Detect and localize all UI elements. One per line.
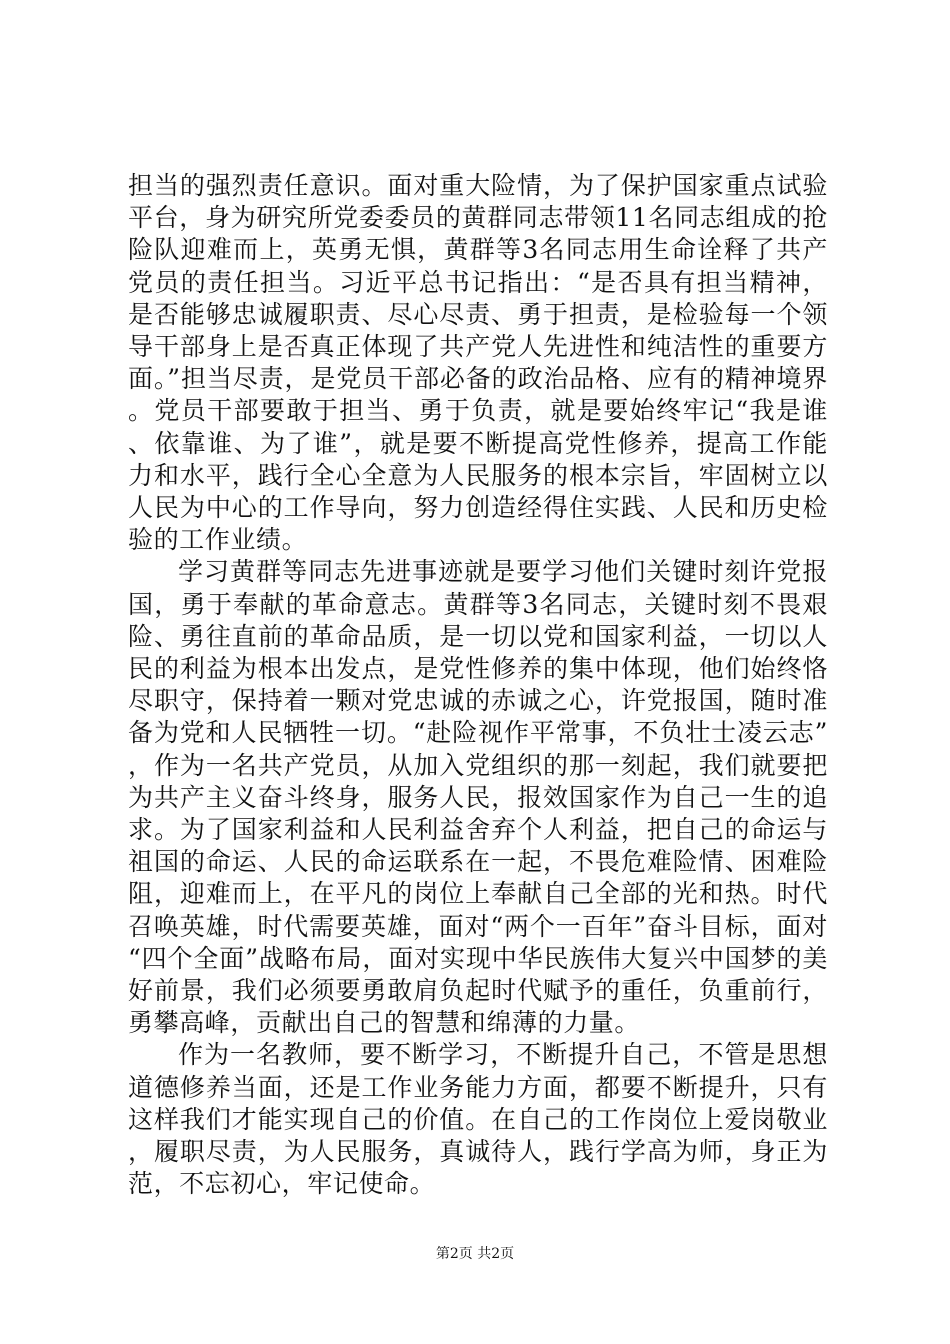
paragraph-1: 担当的强烈责任意识。面对重大险情，为了保护国家重点试验平台，身为研究所党委委员的黄群同志带领11名同志组成的抢险队迎难而上，英勇无惧，黄群等3名同志用生命诠释了共产党员的责任担当。习近平总书记指出：“是否具有担当精神，是否能够忠诚履职责、尽心尽责、勇于担责，是检验每一个领导干部身上是否真正体现了共产党人先进性和纯洁性的重要方面。”担当尽责，是党员干部必备的政治品格、应有的精神境界。党员干部要敢于担当、勇于负责，就是要始终牢记“我是谁、依靠谁、为了谁”，就是要不断提高党性修养，提高工作能力和水平，践行全心全意为人民服务的根本宗旨，牢固树立以人民为中心的工作导向，努力创造经得住实践、人民和历史检验的工作业绩。 (128, 171, 828, 555)
page-footer: 第2页 共2页 (435, 1246, 515, 1262)
paragraph-2: 学习黄群等同志先进事迹就是要学习他们关键时刻许党报国，勇于奉献的革命意志。黄群等3名同志，关键时刻不畏艰险、勇往直前的革命品质，是一切以党和国家利益，一切以人民的利益为根本出发点，是党性修养的集中体现，他们始终恪尽职守，保持着一颗对党忠诚的赤诚之心，许党报国，随时准备为党和人民牺牲一切。“赴险视作平常事，不负壮士凌云志”，作为一名共产党员，从加入党组织的那一刻起，我们就要把为共产主义奋斗终身，服务人民，报效国家作为自己一生的追求。为了国家利益和人民利益舍弃个人利益，把自己的命运与祖国的命运、人民的命运联系在一起，不畏危难险情、困难险阻，迎难而上，在平凡的岗位上奉献自己全部的光和热。时代召唤英雄，时代需要英雄，面对“两个一百年”奋斗目标，面对“四个全面”战略布局，面对实现中华民族伟大复兴中国梦的美好前景，我们必须要勇敢肩负起时代赋予的重任，负重前行，勇攀高峰，贡献出自己的智慧和绵薄的力量。 (128, 557, 828, 1038)
paragraph-3: 作为一名教师，要不断学习，不断提升自己，不管是思想道德修养当面，还是工作业务能力方面，都要不断提升，只有这样我们才能实现自己的价值。在自己的工作岗位上爱岗敬业，履职尽责，为人民服务，真诚待人，践行学高为师，身正为范，不忘初心，牢记使命。 (128, 1040, 828, 1199)
document-body (128, 170, 828, 1201)
